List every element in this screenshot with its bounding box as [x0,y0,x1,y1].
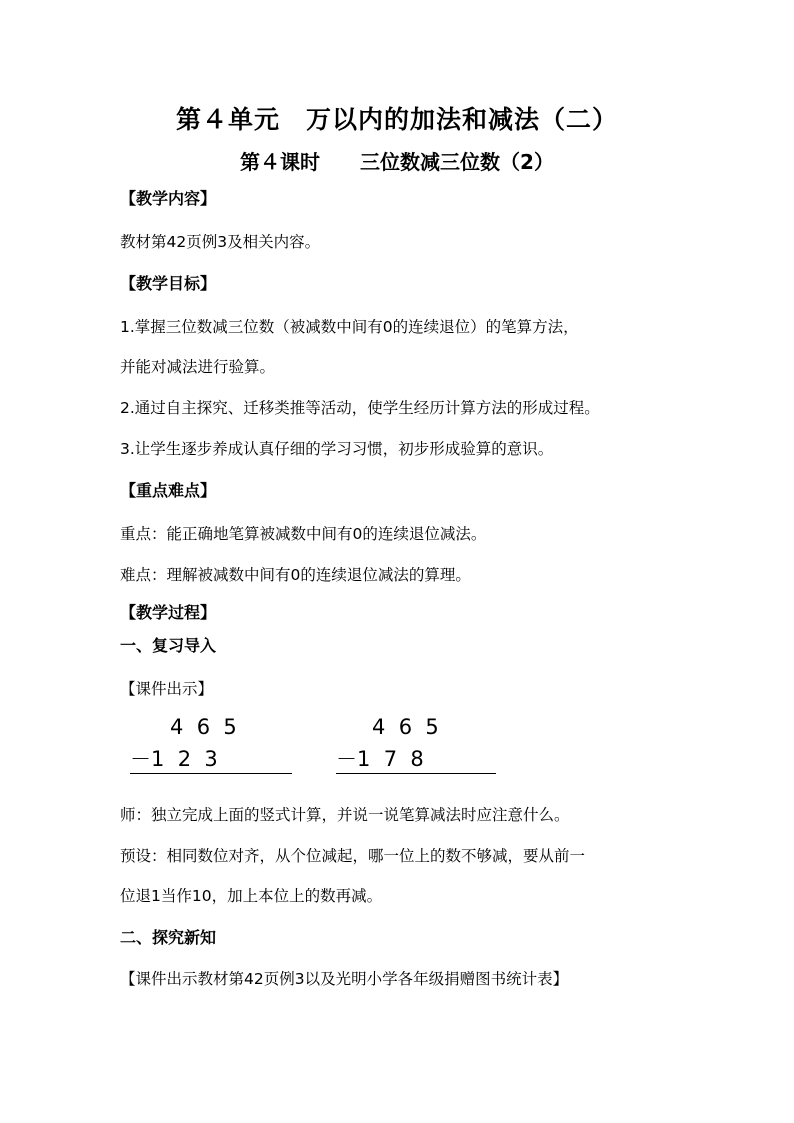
lesson-subtitle: 第４课时 三位数减三位数（2） [240,150,554,174]
calc-2-underline [336,773,496,774]
content-text: 教材第42页例3及相关内容。 [120,233,321,251]
difficult-point: 难点：理解被减数中间有0的连续退位减法的算理。 [120,566,471,584]
calc-1-subtrahend: －1 2 3 [130,747,218,771]
goal-3: 3.让学生逐步养成认真仔细的学习习惯，初步形成验算的意识。 [120,440,554,458]
section-heading-content: 【教学内容】 [120,189,217,208]
goal-1-line-2: 并能对减法进行验算。 [120,358,276,376]
section-heading-process: 【教学过程】 [120,603,217,622]
calc-1-minuend: 4 6 5 [170,715,237,739]
page-title: 第４单元 万以内的加法和减法（二） [175,105,618,134]
preset-line-1: 预设：相同数位对齐，从个位减起，哪一位上的数不够减，要从前一 [120,847,586,865]
calc-2-subtrahend: －1 7 8 [336,747,424,771]
section-heading-key-points: 【重点难点】 [120,481,217,500]
section-heading-goals: 【教学目标】 [120,274,217,293]
teacher-instruction: 师：独立完成上面的竖式计算，并说一说笔算减法时应注意什么。 [120,806,570,824]
calc-1-underline [130,773,292,774]
goal-1-line-1: 1.掌握三位数减三位数（被减数中间有0的连续退位）的笔算方法， [120,318,579,336]
courseware-label: 【课件出示】 [120,680,214,698]
preset-line-2: 位退1当作10，加上本位上的数再减。 [120,887,383,905]
part-1-heading: 一、复习导入 [120,636,217,655]
goal-2: 2.通过自主探究、迁移类推等活动，使学生经历计算方法的形成过程。 [120,399,600,417]
part-2-heading: 二、探究新知 [120,928,217,947]
calc-2-minuend: 4 6 5 [372,715,439,739]
courseware-label-2: 【课件出示教材第42页例3以及光明小学各年级捐赠图书统计表】 [120,970,569,988]
key-point: 重点：能正确地笔算被减数中间有0的连续退位减法。 [120,525,487,543]
